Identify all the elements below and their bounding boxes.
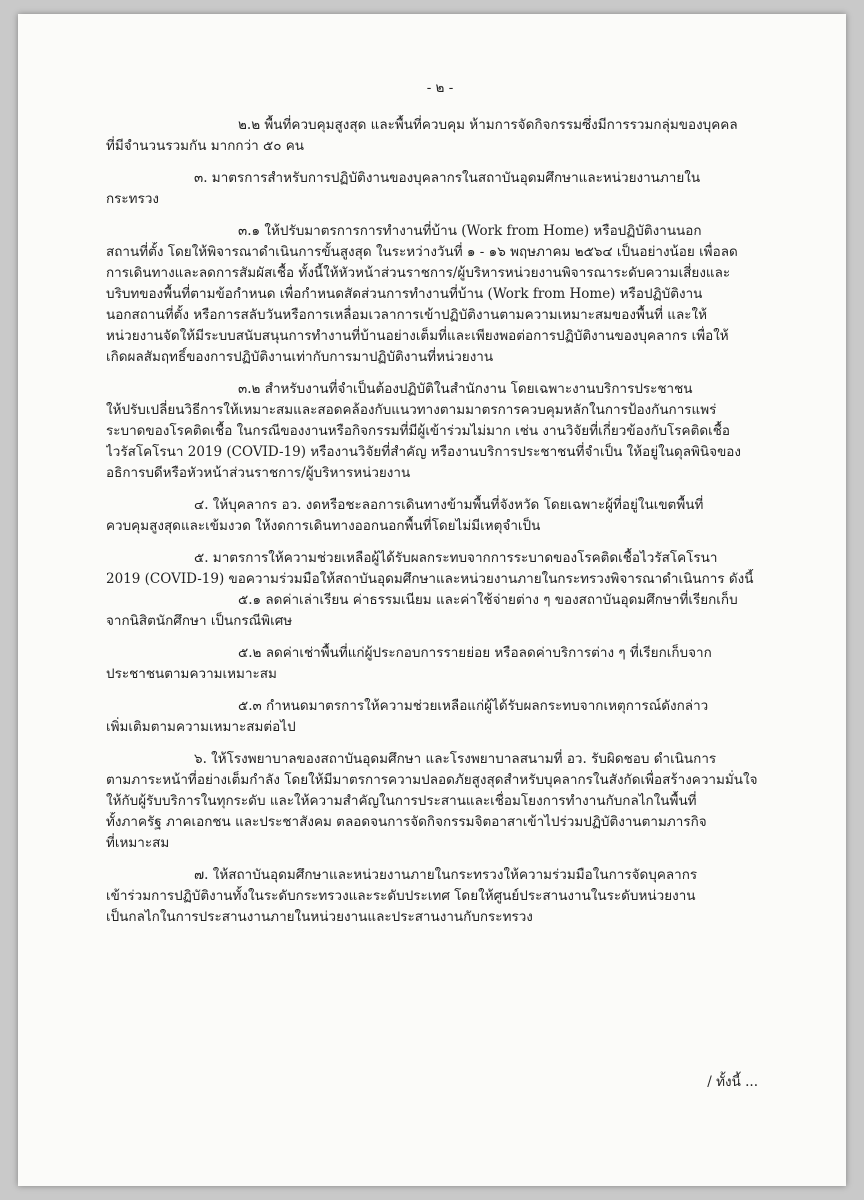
continuation-marker: / ทั้งนี้ ...: [707, 1074, 758, 1090]
paragraph-2-2: [106, 115, 774, 157]
text-line: ๔. ให้บุคลากร อว. งดหรือชะลอการเดินทางข้ามพื้นที่จังหวัด โดยเฉพาะผู้ที่อยู่ในเขตพื้นที่: [194, 497, 704, 513]
page-number: - ๒ -: [426, 80, 454, 96]
paragraph-5-1: [106, 590, 774, 632]
text-line: ๕.๓ กำหนดมาตรการให้ความช่วยเหลือแก่ผู้ได้รับผลกระทบจากเหตุการณ์ดังกล่าว: [238, 698, 709, 714]
paragraph-5: [106, 548, 774, 590]
text-line: บริบทของพื้นที่ตามข้อกำหนด เพื่อกำหนดสัดส่วนการทำงานที่บ้าน (Work from Home) หรือปฏิบัติงาน: [106, 286, 703, 302]
text-line: ๓. มาตรการสำหรับการปฏิบัติงานของบุคลากรในสถาบันอุดมศึกษาและหน่วยงานภายใน: [194, 170, 701, 186]
text-line: สถานที่ตั้ง โดยให้พิจารณาดำเนินการขั้นสูงสุด ในระหว่างวันที่ ๑ - ๑๖ พฤษภาคม ๒๕๖๔ เป็นอย่างน้อย เพื่อลด: [106, 244, 738, 260]
text-line: ที่เหมาะสม: [106, 835, 170, 851]
text-line: ที่มีจำนวนรวมกัน มากกว่า ๕๐ คน: [106, 138, 305, 154]
text-line: หน่วยงานจัดให้มีระบบสนับสนุนการทำงานที่บ้านอย่างเต็มที่และเพียงพอต่อการปฏิบัติงานของบุคลากร เพื่อให้: [106, 328, 729, 344]
text-line: 2019 (COVID-19) ขอความร่วมมือให้สถาบันอุดมศึกษาและหน่วยงานภายในกระทรวงพิจารณาดำเนินการ ดังนี้: [106, 571, 754, 587]
text-line: ๕. มาตรการให้ความช่วยเหลือผู้ได้รับผลกระทบจากการระบาดของโรคติดเชื้อไวรัสโคโรนา: [194, 550, 718, 566]
text-line: ๓.๒ สำหรับงานที่จำเป็นต้องปฏิบัติในสำนักงาน โดยเฉพาะงานบริการประชาชน: [238, 381, 693, 397]
paragraph-7: [106, 865, 774, 928]
paragraph-3-2: [106, 379, 774, 484]
text-line: นอกสถานที่ตั้ง หรือการสลับวันหรือการเหลื่อมเวลาการเข้าปฏิบัติงานตามความเหมาะสมของพื้นที่ และให้: [106, 307, 708, 323]
text-line: ควบคุมสูงสุดและเข้มงวด ให้งดการเดินทางออกนอกพื้นที่โดยไม่มีเหตุจำเป็น: [106, 518, 541, 534]
text-line: ๕.๑ ลดค่าเล่าเรียน ค่าธรรมเนียม และค่าใช้จ่ายต่าง ๆ ของสถาบันอุดมศึกษาที่เรียกเก็บ: [238, 592, 738, 608]
text-line: ๖. ให้โรงพยาบาลของสถาบันอุดมศึกษา และโรงพยาบาลสนามที่ อว. รับผิดชอบ ดำเนินการ: [194, 751, 717, 767]
text-line: การเดินทางและลดการสัมผัสเชื้อ ทั้งนี้ให้หัวหน้าส่วนราชการ/ผู้บริหารหน่วยงานพิจารณาระดับความเสี่ยงและ: [106, 265, 731, 281]
document-body: [106, 78, 774, 939]
text-line: ไวรัสโคโรนา 2019 (COVID-19) หรืองานวิจัยที่สำคัญ หรืองานบริการประชาชนที่จำเป็น ให้อยู่ในดุลพินิจของ: [106, 444, 741, 460]
text-line: ๒.๒ พื้นที่ควบคุมสูงสุด และพื้นที่ควบคุม ห้ามการจัดกิจกรรมซึ่งมีการรวมกลุ่มของบุคคล: [238, 117, 738, 133]
text-line: ๕.๒ ลดค่าเช่าพื้นที่แก่ผู้ประกอบการรายย่อย หรือลดค่าบริการต่าง ๆ ที่เรียกเก็บจาก: [238, 645, 712, 661]
paragraph-5-2: [106, 643, 774, 685]
text-line: กระทรวง: [106, 191, 159, 207]
document-page: [18, 14, 846, 1186]
paragraph-3-1: [106, 221, 774, 368]
text-line: ตามภาระหน้าที่อย่างเต็มกำลัง โดยให้มีมาตรการความปลอดภัยสูงสุดสำหรับบุคลากรในสังกัดเพื่อสร้างความมั่นใจ: [106, 772, 758, 788]
text-line: เพิ่มเติมตามความเหมาะสมต่อไป: [106, 719, 296, 735]
text-line: ให้กับผู้รับบริการในทุกระดับ และให้ความสำคัญในการประสานและเชื่อมโยงการทำงานกับกลไกในพื้นที่: [106, 793, 697, 809]
text-line: เกิดผลสัมฤทธิ์ของการปฏิบัติงานเท่ากับการมาปฏิบัติงานที่หน่วยงาน: [106, 349, 494, 365]
paragraph-3: [106, 168, 774, 210]
text-line: เป็นกลไกในการประสานงานภายในหน่วยงานและประสานงานกับกระทรวง: [106, 909, 533, 925]
paragraph-6: [106, 749, 774, 854]
text-line: เข้าร่วมการปฏิบัติงานทั้งในระดับกระทรวงและระดับประเทศ โดยให้ศูนย์ประสานงานในระดับหน่วยงาน: [106, 888, 696, 904]
text-line: ทั้งภาครัฐ ภาคเอกชน และประชาสังคม ตลอดจนการจัดกิจกรรมจิตอาสาเข้าไปร่วมปฏิบัติงานตามภารกิจ: [106, 814, 707, 830]
text-line: จากนิสิตนักศึกษา เป็นกรณีพิเศษ: [106, 613, 293, 629]
text-line: ระบาดของโรคติดเชื้อ ในกรณีของงานหรือกิจกรรมที่มีผู้เข้าร่วมไม่มาก เช่น งานวิจัยที่เกี่ยวข้องกับโรคติดเชื้อ: [106, 423, 730, 439]
paragraph-4: [106, 495, 774, 537]
text-line: ให้ปรับเปลี่ยนวิธีการให้เหมาะสมและสอดคล้องกับแนวทางตามมาตรการควบคุมหลักในการป้องกันการแพร่: [106, 402, 717, 418]
text-line: ๗. ให้สถาบันอุดมศึกษาและหน่วยงานภายในกระทรวงให้ความร่วมมือในการจัดบุคลากร: [194, 867, 698, 883]
text-line: ประชาชนตามความเหมาะสม: [106, 666, 277, 682]
text-line: ๓.๑ ให้ปรับมาตรการการทำงานที่บ้าน (Work from Home) หรือปฏิบัติงานนอก: [238, 223, 702, 239]
text-line: อธิการบดีหรือหัวหน้าส่วนราชการ/ผู้บริหารหน่วยงาน: [106, 465, 411, 481]
paragraph-5-3: [106, 696, 774, 738]
